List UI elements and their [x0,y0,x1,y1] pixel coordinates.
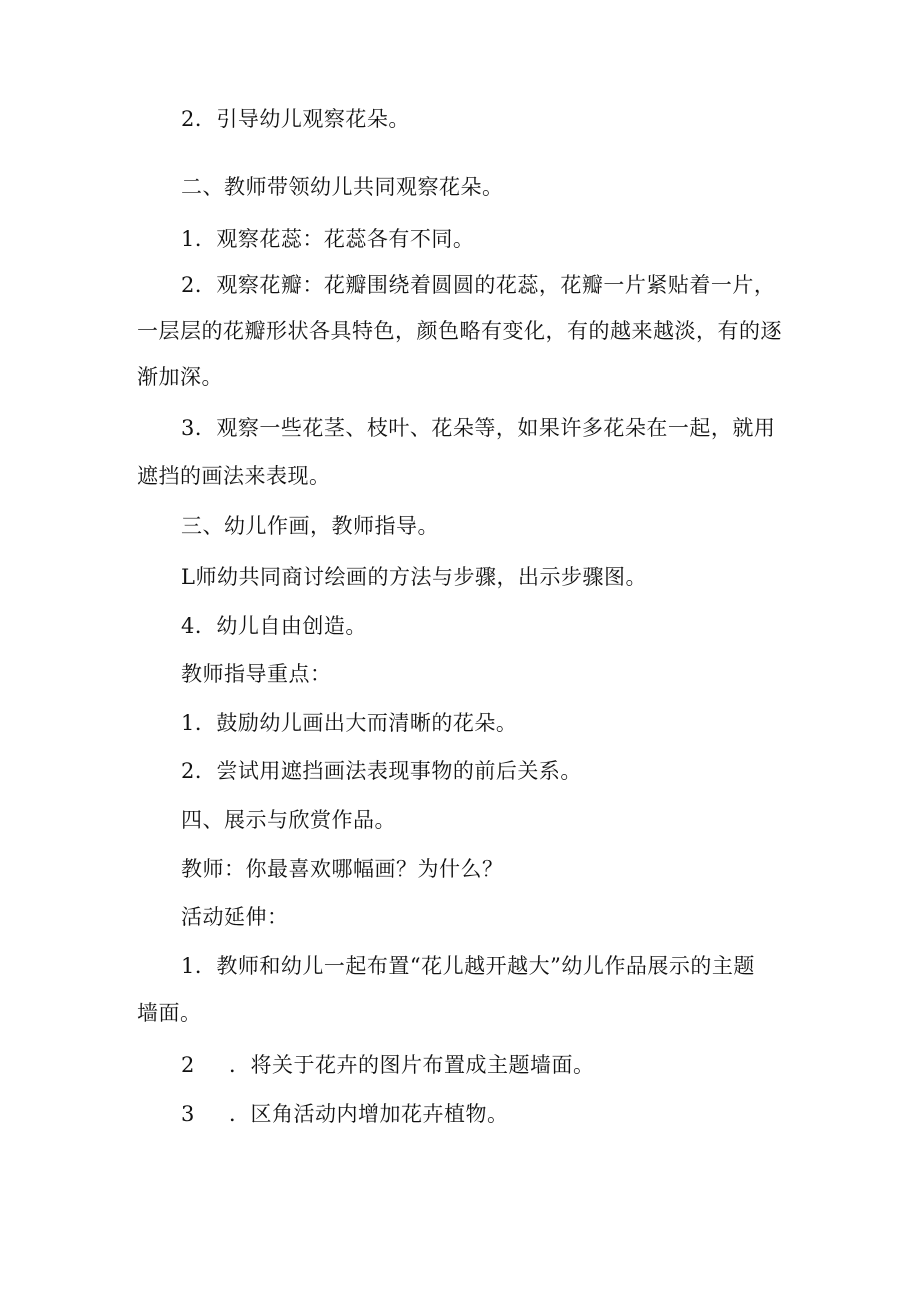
paragraph-line: 4．幼儿自由创造。 [181,614,367,638]
paragraph-line: L师幼共同商讨绘画的方法与步骤，出示步骤图。 [181,565,647,589]
paragraph-line: 1．鼓励幼儿画出大而清晰的花朵。 [181,711,518,735]
paragraph-line: 遮挡的画法来表现。 [137,464,331,488]
list-item [0,1099,920,1129]
paragraph-line: 2．尝试用遮挡画法表现事物的前后关系。 [181,759,582,783]
paragraph-line: 活动延伸： [181,905,289,929]
section-heading: 三、幼儿作画，教师指导。 [181,514,439,538]
paragraph-line: 教师：你最喜欢哪幅画？为什么？ [181,857,504,881]
list-item [0,1050,920,1080]
list-item-text: ．将关于花卉的图片布置成主题墙面。 [229,1053,595,1077]
paragraph-line: 2．观察花瓣：花瓣围绕着圆圆的花蕊，花瓣一片紧贴着一片， [181,273,776,297]
paragraph-line: 3．观察一些花茎、枝叶、花朵等，如果许多花朵在一起，就用 [181,416,776,440]
list-item-text: ．区角活动内增加花卉植物。 [229,1102,509,1126]
list-number: 2 [181,1053,195,1077]
paragraph-line: 一层层的花瓣形状各具特色，颜色略有变化，有的越来越淡，有的逐 [137,319,782,343]
paragraph-line: 墙面。 [137,1001,202,1025]
paragraph-line: 1．观察花蕊：花蕊各有不同。 [181,227,475,251]
paragraph-line: 渐加深。 [137,365,223,389]
paragraph-line: 教师指导重点： [181,662,332,686]
section-heading: 二、教师带领幼儿共同观察花朵。 [181,175,504,199]
section-heading: 四、展示与欣赏作品。 [181,808,396,832]
paragraph-line: 1．教师和幼儿一起布置“花儿越开越大”幼儿作品展示的主题 [181,954,755,978]
paragraph-line: 2．引导幼儿观察花朵。 [181,107,410,131]
list-number: 3 [181,1102,195,1126]
